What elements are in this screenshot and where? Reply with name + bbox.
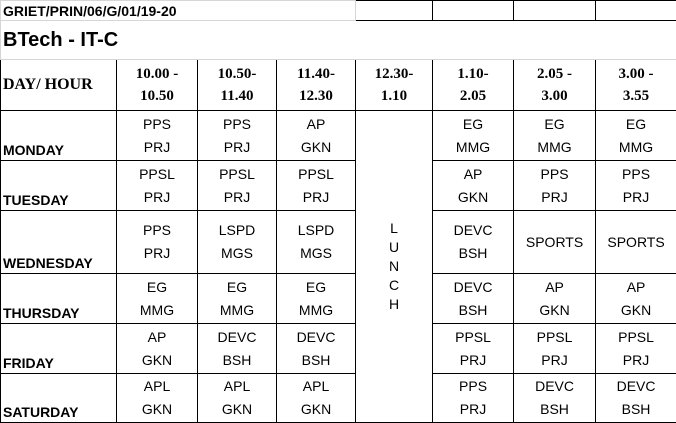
day-label: TUESDAY xyxy=(1,161,117,211)
slot-cell: DEVC BSH xyxy=(433,211,514,274)
slot-cell: EG MMG xyxy=(117,274,198,324)
period-header: 10.50- 11.40 xyxy=(198,60,277,111)
day-label: THURSDAY xyxy=(1,274,117,324)
slot-cell: DEVC BSH xyxy=(198,324,277,374)
slot-cell: PPSL PRJ xyxy=(433,324,514,374)
slot-cell: EG MMG xyxy=(596,111,676,161)
slot-cell: LSPD MGS xyxy=(198,211,277,274)
slot-cell: AP GKN xyxy=(514,274,596,324)
page-title: BTech - IT-C xyxy=(1,21,676,60)
slot-cell: PPSL PRJ xyxy=(198,161,277,211)
slot-cell: PPS PRJ xyxy=(198,111,277,161)
period-header: 2.05 - 3.00 xyxy=(514,60,596,111)
slot-cell: LSPD MGS xyxy=(277,211,356,274)
slot-cell: DEVC BSH xyxy=(433,274,514,324)
document-code: GRIET/PRIN/06/G/01/19-20 xyxy=(1,1,356,21)
period-header: 10.00 - 10.50 xyxy=(117,60,198,111)
slot-cell: SPORTS xyxy=(514,211,596,274)
slot-cell: PPS PRJ xyxy=(514,161,596,211)
slot-cell: EG MMG xyxy=(433,111,514,161)
lunch-column: L U N C H xyxy=(356,111,433,423)
slot-cell: AP GKN xyxy=(596,274,676,324)
slot-cell: APL GKN xyxy=(277,374,356,423)
empty-cell xyxy=(356,1,433,21)
period-header: 12.30- 1.10 xyxy=(356,60,433,111)
empty-cell xyxy=(514,1,596,21)
slot-cell: PPSL PRJ xyxy=(117,161,198,211)
slot-cell: PPS PRJ xyxy=(596,161,676,211)
slot-cell: AP GKN xyxy=(433,161,514,211)
period-header: 11.40- 12.30 xyxy=(277,60,356,111)
slot-cell: DEVC BSH xyxy=(277,324,356,374)
day-label: SATURDAY xyxy=(1,374,117,423)
slot-cell: AP GKN xyxy=(117,324,198,374)
empty-cell xyxy=(596,1,676,21)
period-header: 1.10- 2.05 xyxy=(433,60,514,111)
slot-cell: PPSL PRJ xyxy=(596,324,676,374)
slot-cell: AP GKN xyxy=(277,111,356,161)
slot-cell: DEVC BSH xyxy=(514,374,596,423)
slot-cell: PPS PRJ xyxy=(117,211,198,274)
slot-cell: EG MMG xyxy=(198,274,277,324)
slot-cell: PPS PRJ xyxy=(433,374,514,423)
slot-cell: DEVC BSH xyxy=(596,374,676,423)
day-label: WEDNESDAY xyxy=(1,211,117,274)
day-hour-header: DAY/ HOUR xyxy=(1,60,117,111)
slot-cell: EG MMG xyxy=(277,274,356,324)
period-header: 3.00 - 3.55 xyxy=(596,60,676,111)
slot-cell: APL GKN xyxy=(198,374,277,423)
slot-cell: EG MMG xyxy=(514,111,596,161)
slot-cell: PPS PRJ xyxy=(117,111,198,161)
slot-cell: PPSL PRJ xyxy=(277,161,356,211)
slot-cell: APL GKN xyxy=(117,374,198,423)
day-label: MONDAY xyxy=(1,111,117,161)
day-label: FRIDAY xyxy=(1,324,117,374)
empty-cell xyxy=(433,1,514,21)
slot-cell: SPORTS xyxy=(596,211,676,274)
slot-cell: PPSL PRJ xyxy=(514,324,596,374)
